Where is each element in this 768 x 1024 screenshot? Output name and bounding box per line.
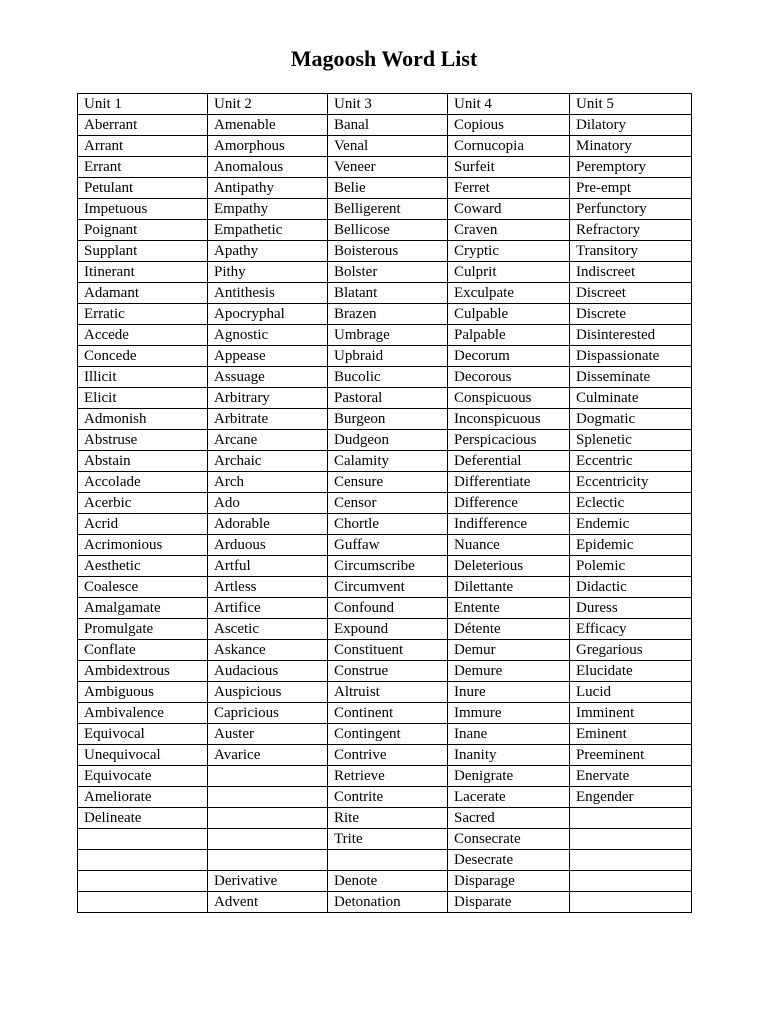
word-cell: Refractory (570, 220, 692, 241)
word-cell: Dilatory (570, 115, 692, 136)
word-cell: Lacerate (448, 787, 570, 808)
table-row (78, 598, 692, 619)
word-cell: Capricious (208, 703, 328, 724)
word-cell: Archaic (208, 451, 328, 472)
word-cell: Auspicious (208, 682, 328, 703)
table-row (78, 472, 692, 493)
word-cell: Acrimonious (78, 535, 208, 556)
word-cell: Lucid (570, 682, 692, 703)
word-cell: Duress (570, 598, 692, 619)
word-cell: Amalgamate (78, 598, 208, 619)
table-row (78, 892, 692, 913)
word-cell: Discreet (570, 283, 692, 304)
word-cell: Gregarious (570, 640, 692, 661)
word-cell: Ameliorate (78, 787, 208, 808)
word-cell: Askance (208, 640, 328, 661)
table-row (78, 640, 692, 661)
word-cell: Constituent (328, 640, 448, 661)
table-row (78, 178, 692, 199)
word-cell: Minatory (570, 136, 692, 157)
word-cell: Aesthetic (78, 556, 208, 577)
word-cell (570, 892, 692, 913)
word-cell: Audacious (208, 661, 328, 682)
word-cell: Culminate (570, 388, 692, 409)
word-cell: Petulant (78, 178, 208, 199)
word-cell: Adorable (208, 514, 328, 535)
table-row (78, 367, 692, 388)
word-cell: Nuance (448, 535, 570, 556)
word-cell: Detonation (328, 892, 448, 913)
word-cell: Elicit (78, 388, 208, 409)
table-row (78, 787, 692, 808)
word-cell: Arch (208, 472, 328, 493)
word-cell: Expound (328, 619, 448, 640)
word-cell: Coward (448, 199, 570, 220)
word-cell: Conspicuous (448, 388, 570, 409)
word-cell: Accolade (78, 472, 208, 493)
word-cell: Disinterested (570, 325, 692, 346)
word-cell: Demure (448, 661, 570, 682)
table-row (78, 199, 692, 220)
word-cell: Imminent (570, 703, 692, 724)
table-header-row (78, 94, 692, 115)
word-cell: Dogmatic (570, 409, 692, 430)
table-row (78, 241, 692, 262)
word-cell: Conflate (78, 640, 208, 661)
word-cell: Arrant (78, 136, 208, 157)
table-row (78, 556, 692, 577)
word-cell: Disparate (448, 892, 570, 913)
word-cell: Artifice (208, 598, 328, 619)
word-cell: Exculpate (448, 283, 570, 304)
table-row (78, 136, 692, 157)
word-cell: Craven (448, 220, 570, 241)
word-cell: Cornucopia (448, 136, 570, 157)
word-cell: Eccentric (570, 451, 692, 472)
word-cell: Ambivalence (78, 703, 208, 724)
table-row (78, 493, 692, 514)
word-cell: Blatant (328, 283, 448, 304)
word-cell (78, 829, 208, 850)
word-cell: Burgeon (328, 409, 448, 430)
table-row (78, 766, 692, 787)
word-cell: Assuage (208, 367, 328, 388)
word-cell: Elucidate (570, 661, 692, 682)
table-row (78, 682, 692, 703)
word-cell: Admonish (78, 409, 208, 430)
word-cell: Aberrant (78, 115, 208, 136)
word-cell: Supplant (78, 241, 208, 262)
word-cell: Inanity (448, 745, 570, 766)
word-cell: Antithesis (208, 283, 328, 304)
word-cell (570, 808, 692, 829)
word-cell: Confound (328, 598, 448, 619)
word-cell: Decorum (448, 346, 570, 367)
word-cell: Indifference (448, 514, 570, 535)
word-cell: Surfeit (448, 157, 570, 178)
table-row (78, 577, 692, 598)
word-cell: Appease (208, 346, 328, 367)
word-cell: Impetuous (78, 199, 208, 220)
word-cell: Altruist (328, 682, 448, 703)
word-cell: Deleterious (448, 556, 570, 577)
word-cell: Immure (448, 703, 570, 724)
word-cell: Polemic (570, 556, 692, 577)
word-list-table (77, 93, 692, 913)
word-cell (570, 850, 692, 871)
word-cell: Arduous (208, 535, 328, 556)
word-cell: Epidemic (570, 535, 692, 556)
word-cell: Continent (328, 703, 448, 724)
word-cell: Ado (208, 493, 328, 514)
word-cell: Ascetic (208, 619, 328, 640)
table-row (78, 115, 692, 136)
word-cell: Concede (78, 346, 208, 367)
table-row (78, 661, 692, 682)
word-cell: Didactic (570, 577, 692, 598)
word-cell: Coalesce (78, 577, 208, 598)
word-cell: Bolster (328, 262, 448, 283)
word-cell: Unequivocal (78, 745, 208, 766)
word-cell: Disparage (448, 871, 570, 892)
word-cell: Antipathy (208, 178, 328, 199)
word-cell: Agnostic (208, 325, 328, 346)
word-cell: Perfunctory (570, 199, 692, 220)
word-cell: Perspicacious (448, 430, 570, 451)
word-cell: Copious (448, 115, 570, 136)
word-cell: Engender (570, 787, 692, 808)
table-row (78, 157, 692, 178)
word-cell: Censure (328, 472, 448, 493)
word-cell: Dudgeon (328, 430, 448, 451)
word-cell: Auster (208, 724, 328, 745)
word-cell (570, 871, 692, 892)
word-cell: Artless (208, 577, 328, 598)
word-cell: Bucolic (328, 367, 448, 388)
word-cell: Indiscreet (570, 262, 692, 283)
word-cell: Preeminent (570, 745, 692, 766)
word-cell: Culprit (448, 262, 570, 283)
column-header: Unit 1 (78, 94, 208, 115)
word-cell: Banal (328, 115, 448, 136)
word-cell: Palpable (448, 325, 570, 346)
word-cell: Erratic (78, 304, 208, 325)
word-cell: Venal (328, 136, 448, 157)
word-cell: Détente (448, 619, 570, 640)
table-row (78, 535, 692, 556)
word-cell: Inane (448, 724, 570, 745)
table-row (78, 325, 692, 346)
word-cell: Delineate (78, 808, 208, 829)
word-cell: Veneer (328, 157, 448, 178)
column-header: Unit 5 (570, 94, 692, 115)
word-cell: Belligerent (328, 199, 448, 220)
word-cell: Itinerant (78, 262, 208, 283)
table-row (78, 451, 692, 472)
word-cell: Efficacy (570, 619, 692, 640)
word-cell: Contrite (328, 787, 448, 808)
word-cell: Endemic (570, 514, 692, 535)
word-cell: Poignant (78, 220, 208, 241)
word-cell: Adamant (78, 283, 208, 304)
word-cell (208, 850, 328, 871)
word-cell: Apathy (208, 241, 328, 262)
table-row (78, 346, 692, 367)
table-row (78, 514, 692, 535)
word-cell: Circumscribe (328, 556, 448, 577)
word-cell: Sacred (448, 808, 570, 829)
word-cell: Abstain (78, 451, 208, 472)
word-cell: Ambiguous (78, 682, 208, 703)
word-cell: Belie (328, 178, 448, 199)
word-cell: Rite (328, 808, 448, 829)
word-cell: Disseminate (570, 367, 692, 388)
word-cell (78, 871, 208, 892)
word-cell: Umbrage (328, 325, 448, 346)
word-cell: Equivocal (78, 724, 208, 745)
word-cell: Eminent (570, 724, 692, 745)
word-cell: Cryptic (448, 241, 570, 262)
word-cell: Inconspicuous (448, 409, 570, 430)
page-title: Magoosh Word List (290, 46, 478, 71)
word-cell: Culpable (448, 304, 570, 325)
word-cell: Avarice (208, 745, 328, 766)
word-cell: Peremptory (570, 157, 692, 178)
word-cell: Pastoral (328, 388, 448, 409)
table-row (78, 808, 692, 829)
word-cell: Arbitrate (208, 409, 328, 430)
word-cell: Acrid (78, 514, 208, 535)
word-cell: Circumvent (328, 577, 448, 598)
word-cell: Denigrate (448, 766, 570, 787)
table-row (78, 430, 692, 451)
word-cell: Boisterous (328, 241, 448, 262)
word-cell: Empathy (208, 199, 328, 220)
column-header: Unit 3 (328, 94, 448, 115)
word-cell: Eclectic (570, 493, 692, 514)
word-cell: Dispassionate (570, 346, 692, 367)
word-cell: Ferret (448, 178, 570, 199)
table-row (78, 829, 692, 850)
word-cell: Guffaw (328, 535, 448, 556)
table-row (78, 724, 692, 745)
table-row (78, 409, 692, 430)
word-cell: Empathetic (208, 220, 328, 241)
word-cell: Upbraid (328, 346, 448, 367)
table-row (78, 304, 692, 325)
word-cell: Construe (328, 661, 448, 682)
word-cell (328, 850, 448, 871)
word-cell (78, 850, 208, 871)
word-cell: Brazen (328, 304, 448, 325)
word-list-body (78, 94, 692, 913)
word-cell: Consecrate (448, 829, 570, 850)
word-cell: Desecrate (448, 850, 570, 871)
table-row (78, 262, 692, 283)
word-cell (208, 766, 328, 787)
table-row (78, 871, 692, 892)
word-cell (78, 892, 208, 913)
word-cell: Inure (448, 682, 570, 703)
table-row (78, 388, 692, 409)
word-cell: Equivocate (78, 766, 208, 787)
word-cell: Difference (448, 493, 570, 514)
word-cell: Discrete (570, 304, 692, 325)
word-cell: Contrive (328, 745, 448, 766)
table-row (78, 619, 692, 640)
word-cell: Splenetic (570, 430, 692, 451)
word-cell: Apocryphal (208, 304, 328, 325)
word-cell: Retrieve (328, 766, 448, 787)
word-cell: Transitory (570, 241, 692, 262)
word-cell: Ambidextrous (78, 661, 208, 682)
table-row (78, 703, 692, 724)
word-cell: Contingent (328, 724, 448, 745)
word-cell: Advent (208, 892, 328, 913)
table-row (78, 850, 692, 871)
word-cell: Amenable (208, 115, 328, 136)
word-cell: Deferential (448, 451, 570, 472)
word-cell: Dilettante (448, 577, 570, 598)
word-cell: Bellicose (328, 220, 448, 241)
word-cell: Trite (328, 829, 448, 850)
word-cell: Arbitrary (208, 388, 328, 409)
word-cell: Acerbic (78, 493, 208, 514)
word-cell: Eccentricity (570, 472, 692, 493)
word-cell: Decorous (448, 367, 570, 388)
column-header: Unit 2 (208, 94, 328, 115)
word-cell: Artful (208, 556, 328, 577)
word-cell (570, 829, 692, 850)
word-cell: Denote (328, 871, 448, 892)
word-cell: Derivative (208, 871, 328, 892)
word-cell: Censor (328, 493, 448, 514)
word-cell: Arcane (208, 430, 328, 451)
word-cell: Accede (78, 325, 208, 346)
column-header: Unit 4 (448, 94, 570, 115)
word-cell: Demur (448, 640, 570, 661)
word-cell: Differentiate (448, 472, 570, 493)
word-cell: Promulgate (78, 619, 208, 640)
word-cell: Pithy (208, 262, 328, 283)
word-cell: Chortle (328, 514, 448, 535)
word-cell: Entente (448, 598, 570, 619)
word-cell (208, 787, 328, 808)
word-cell: Calamity (328, 451, 448, 472)
word-cell: Errant (78, 157, 208, 178)
word-cell (208, 808, 328, 829)
table-row (78, 745, 692, 766)
word-cell: Pre-empt (570, 178, 692, 199)
word-cell: Amorphous (208, 136, 328, 157)
table-row (78, 220, 692, 241)
word-cell: Abstruse (78, 430, 208, 451)
table-row (78, 283, 692, 304)
word-cell (208, 829, 328, 850)
word-cell: Enervate (570, 766, 692, 787)
word-cell: Anomalous (208, 157, 328, 178)
word-cell: Illicit (78, 367, 208, 388)
